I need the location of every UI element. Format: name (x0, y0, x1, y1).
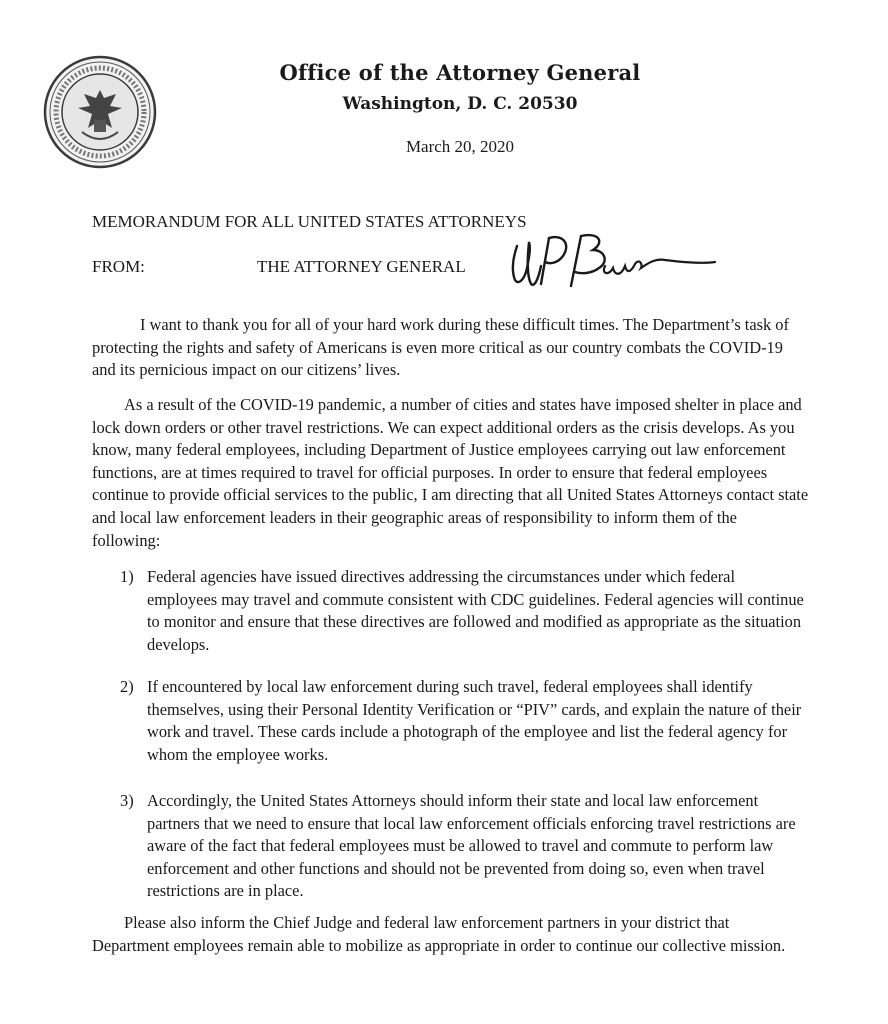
office-address: Washington, D. C. 20530 (342, 94, 578, 114)
paragraph-intro: I want to thank you for all of your hard work during these difficult times. The Department’s task of protecting the rights and safety of Americans is even more critical as our country combats the COVID-19 and its pernicious impact on our citizens’ lives. (92, 315, 789, 380)
memo-heading: MEMORANDUM FOR ALL UNITED STATES ATTORNEYS (92, 212, 527, 231)
list-item-number: 2) (120, 677, 134, 696)
list-item-text: If encountered by local law enforcement during such travel, federal employees shall identify themselves, using their Personal Identity Verification or “PIV” cards, and explain the nature of their work and travel. These cards include a photograph of the employee and list the federal agency for whom the employee works. (147, 677, 802, 764)
list-item-text: Accordingly, the United States Attorneys should inform their state and local law enforcement partners that we need to ensure that local law enforcement officials enforcing travel restrictions are aware of the fact that federal employees must be allowed to travel and commute to perform law enforcement and other functions and should not be prevented from doing so, even when travel restrictions are in place. (147, 791, 796, 901)
list-item-number: 3) (120, 791, 134, 810)
list-item-number: 1) (120, 567, 134, 586)
paragraph-closing: Please also inform the Chief Judge and federal law enforcement partners in your district that Department employees remain able to mobilize as appropriate in order to continue our collective mission. (92, 913, 786, 955)
from-label: FROM: (92, 257, 145, 276)
signature-icon (505, 228, 720, 298)
from-value: THE ATTORNEY GENERAL (257, 257, 466, 276)
paragraph-context: As a result of the COVID-19 pandemic, a number of cities and states have imposed shelter in place and lock down orders or other travel restrictions. We can expect additional orders as the crisis develops. As you know, many federal employees, including Department of Justice employees carrying out law enforcement functions, are at times required to travel for official purposes. In order to ensure that federal employees continue to provide official services to the public, I am directing that all United States Attorneys contact state and local law enforcement leaders in their geographic areas of responsibility to inform them of the following: (92, 395, 809, 550)
office-title: Office of the Attorney General (279, 60, 641, 85)
list-item-text: Federal agencies have issued directives addressing the circumstances under which federal employees may travel and commute consistent with CDC guidelines. Federal agencies will continue to monitor and ensure that these directives are followed and modified as appropriate as the situation develops. (147, 567, 804, 654)
doj-seal-icon (42, 54, 158, 170)
memo-date: March 20, 2020 (405, 137, 515, 156)
